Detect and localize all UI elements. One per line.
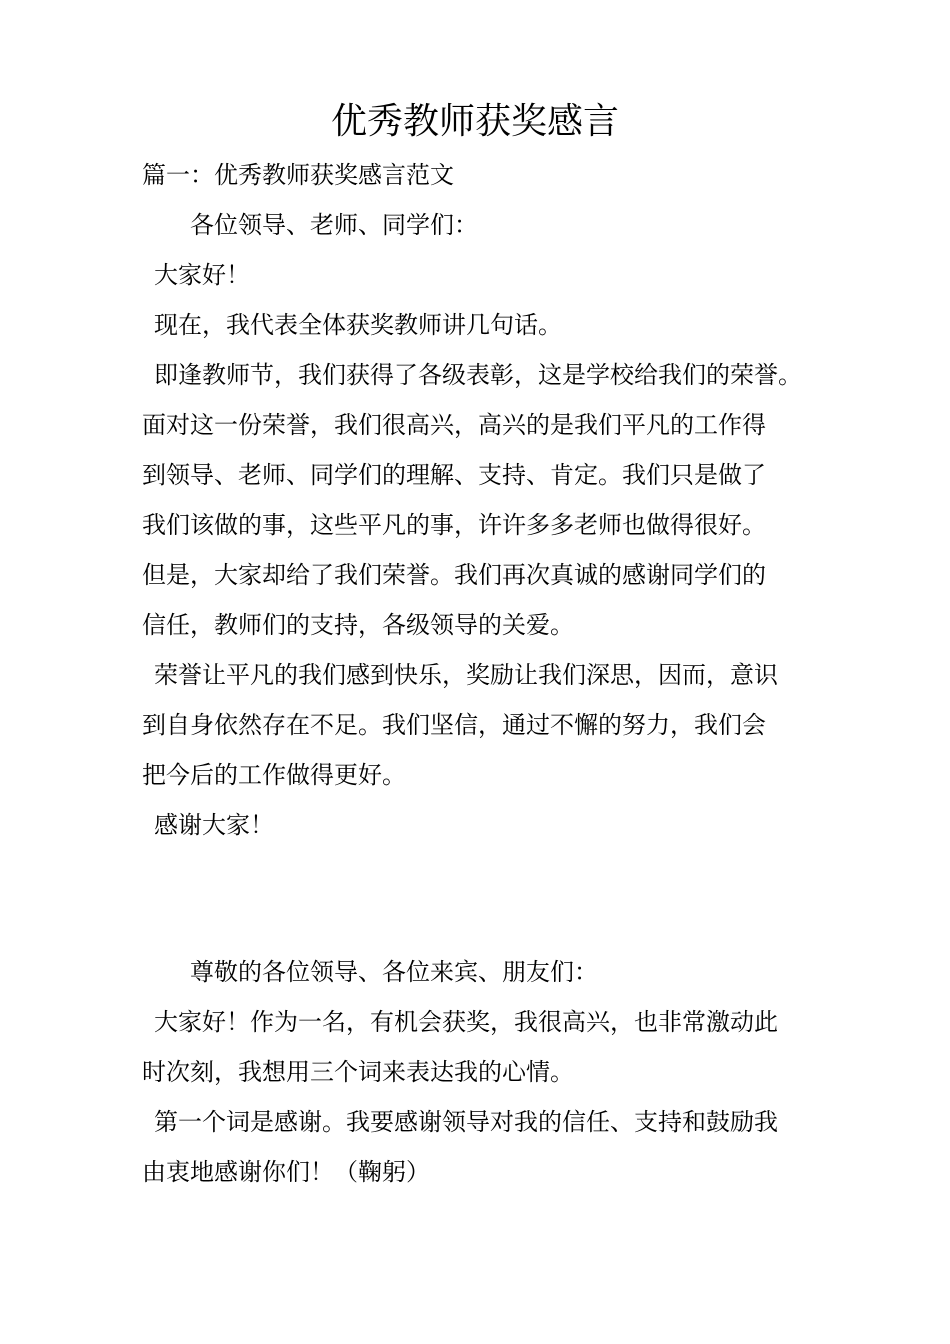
paragraph-line: 大家好！作为一名，有机会获奖，我很高兴，也非常激动此 [154,1008,778,1036]
paragraph-line: 把今后的工作做得更好。 [142,761,406,789]
paragraph-line: 时次刻，我想用三个词来表达我的心情。 [142,1058,574,1086]
paragraph-line: 现在，我代表全体获奖教师讲几句话。 [154,311,562,339]
paragraph-line: 由衷地感谢你们！（鞠躬） [142,1158,430,1186]
section-heading: 篇一：优秀教师获奖感言范文 [142,161,454,189]
paragraph-line: 荣誉让平凡的我们感到快乐，奖励让我们深思，因而，意识 [154,661,778,689]
salutation: 各位领导、老师、同学们： [190,211,478,239]
paragraph-line: 即逢教师节，我们获得了各级表彰，这是学校给我们的荣誉。 [154,361,802,389]
salutation: 尊敬的各位领导、各位来宾、朋友们： [190,958,598,986]
paragraph-line: 到自身依然存在不足。我们坚信，通过不懈的努力，我们会 [142,711,766,739]
paragraph-line: 感谢大家！ [154,811,274,839]
paragraph-line: 我们该做的事，这些平凡的事，许许多多老师也做得很好。 [142,511,766,539]
document-title: 优秀教师获奖感言 [330,101,619,142]
paragraph-line: 面对这一份荣誉，我们很高兴，高兴的是我们平凡的工作得 [142,411,766,439]
paragraph-line: 大家好！ [154,261,250,289]
paragraph-line: 到领导、老师、同学们的理解、支持、肯定。我们只是做了 [142,461,766,489]
paragraph-line: 信任，教师们的支持，各级领导的关爱。 [142,611,574,639]
paragraph-line: 第一个词是感谢。我要感谢领导对我的信任、支持和鼓励我 [154,1108,778,1136]
paragraph-line: 但是，大家却给了我们荣誉。我们再次真诚的感谢同学们的 [142,561,766,589]
